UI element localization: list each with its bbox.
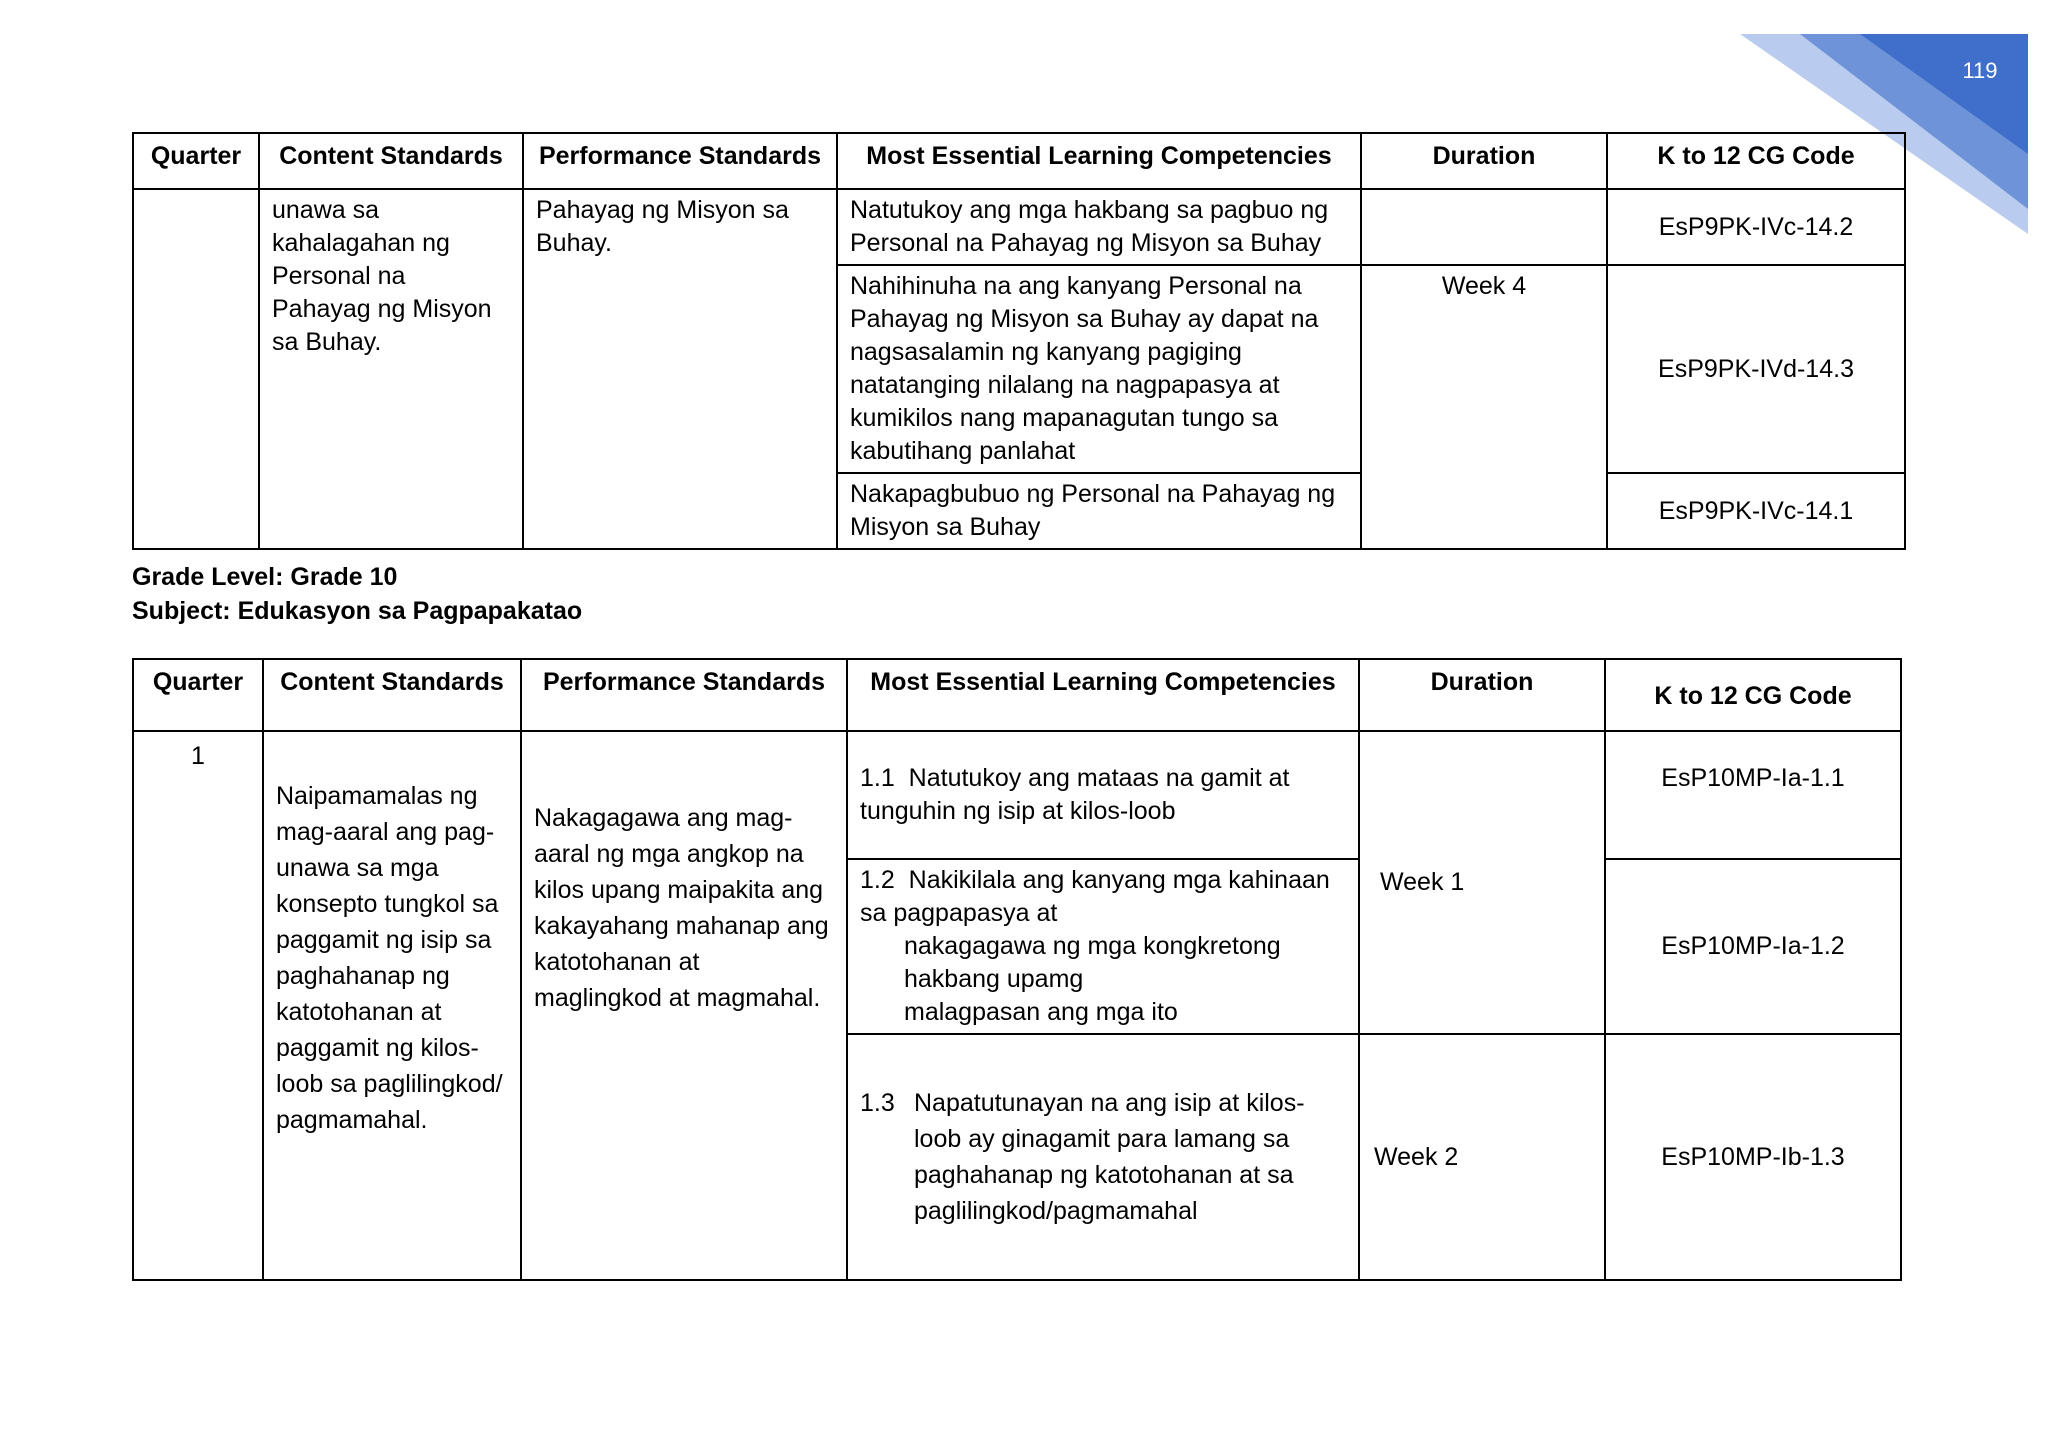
grade-level-label: Grade Level: Grade 10	[132, 563, 398, 591]
table-header-row	[133, 659, 1901, 731]
curriculum-table-grade9	[132, 132, 1906, 550]
header-cg-code: K to 12 CG Code	[1607, 133, 1905, 189]
performance-standard-text: Nakagagawa ang mag-aaral ng mga angkop na kilos upang maipakita ang kakayahang mahanap ang katotohanan at maglingkod at magmahal.	[534, 803, 829, 1012]
melc-cell: Nakapagbubuo ng Personal na Pahayag ng Misyon sa Buhay	[837, 473, 1361, 549]
duration-cell-empty	[1361, 189, 1607, 265]
duration-cell: Week 2	[1359, 1034, 1605, 1280]
header-performance-standards: Performance Standards	[521, 659, 847, 731]
melc-cell	[847, 859, 1359, 1034]
cg-code-cell: EsP10MP-Ia-1.2	[1605, 859, 1901, 1034]
page-number: 119	[1962, 58, 1998, 83]
melc-text: Napatutunayan na ang isip at kilos-loob ay ginagamit para lamang sa paghahanap ng katotohanan at sa paglilingkod/pagmamahal	[914, 1089, 1305, 1225]
performance-standard-cell: Pahayag ng Misyon sa Buhay.	[523, 189, 837, 549]
melc-text-line1: Nakikilala ang kanyang mga kahinaan sa pagpapasya at	[860, 866, 1330, 927]
melc-number: 1.1	[860, 764, 895, 792]
table-header-row	[133, 133, 1905, 189]
header-melc: Most Essential Learning Competencies	[847, 659, 1359, 731]
melc-text-line2: nakagagawa ng mga kongkretong hakbang upamg	[904, 932, 1281, 993]
header-performance-standards: Performance Standards	[523, 133, 837, 189]
melc-number: 1.2	[860, 866, 895, 894]
table-row	[133, 731, 1901, 859]
duration-cell: Week 4	[1361, 265, 1607, 549]
cg-code-cell: EsP9PK-IVc-14.1	[1607, 473, 1905, 549]
melc-text: Natutukoy ang mataas na gamit at tunguhin ng isip at kilos-loob	[860, 764, 1290, 825]
melc-cell	[847, 731, 1359, 859]
content-standard-cell	[263, 731, 521, 1280]
quarter-cell	[133, 189, 259, 549]
quarter-cell: 1	[133, 731, 263, 1280]
header-duration: Duration	[1359, 659, 1605, 731]
melc-cell	[847, 1034, 1359, 1280]
cg-code-cell: EsP10MP-Ib-1.3	[1605, 1034, 1901, 1280]
curriculum-table-grade10	[132, 658, 1902, 1281]
melc-cell: Nahihinuha na ang kanyang Personal na Pahayag ng Misyon sa Buhay ay dapat na nagsasalamin ng kanyang pagiging natatanging nilalang na nagpapasya at kumikilos nang mapanagutan tungo sa kabutihang panlahat	[837, 265, 1361, 473]
header-content-standards: Content Standards	[259, 133, 523, 189]
content-standard-text: Naipamamalas ng mag-aaral ang pag-unawa sa mga konsepto tungkol sa paggamit ng isip sa paghahanap ng katotohanan at paggamit ng kilos-loob sa paglilingkod/ pagmamahal.	[276, 781, 503, 1134]
performance-standard-cell	[521, 731, 847, 1280]
content-standard-cell: unawa sa kahalagahan ng Personal na Pahayag ng Misyon sa Buhay.	[259, 189, 523, 549]
cg-code-cell: EsP10MP-Ia-1.1	[1605, 731, 1901, 859]
header-duration: Duration	[1361, 133, 1607, 189]
melc-item	[860, 1085, 1346, 1229]
header-quarter: Quarter	[133, 133, 259, 189]
melc-text-line3: malagpasan ang mga ito	[904, 998, 1178, 1026]
subject-label: Subject: Edukasyon sa Pagpapakatao	[132, 597, 583, 625]
table-row	[133, 189, 1905, 265]
header-content-standards: Content Standards	[263, 659, 521, 731]
melc-cell: Natutukoy ang mga hakbang sa pagbuo ng Personal na Pahayag ng Misyon sa Buhay	[837, 189, 1361, 265]
grade-subject-block	[132, 560, 582, 628]
header-melc: Most Essential Learning Competencies	[837, 133, 1361, 189]
cg-code-cell: EsP9PK-IVc-14.2	[1607, 189, 1905, 265]
header-cg-code: K to 12 CG Code	[1605, 659, 1901, 731]
cg-code-cell: EsP9PK-IVd-14.3	[1607, 265, 1905, 473]
header-quarter: Quarter	[133, 659, 263, 731]
duration-cell: Week 1	[1359, 731, 1605, 1034]
melc-number: 1.3	[860, 1089, 895, 1117]
